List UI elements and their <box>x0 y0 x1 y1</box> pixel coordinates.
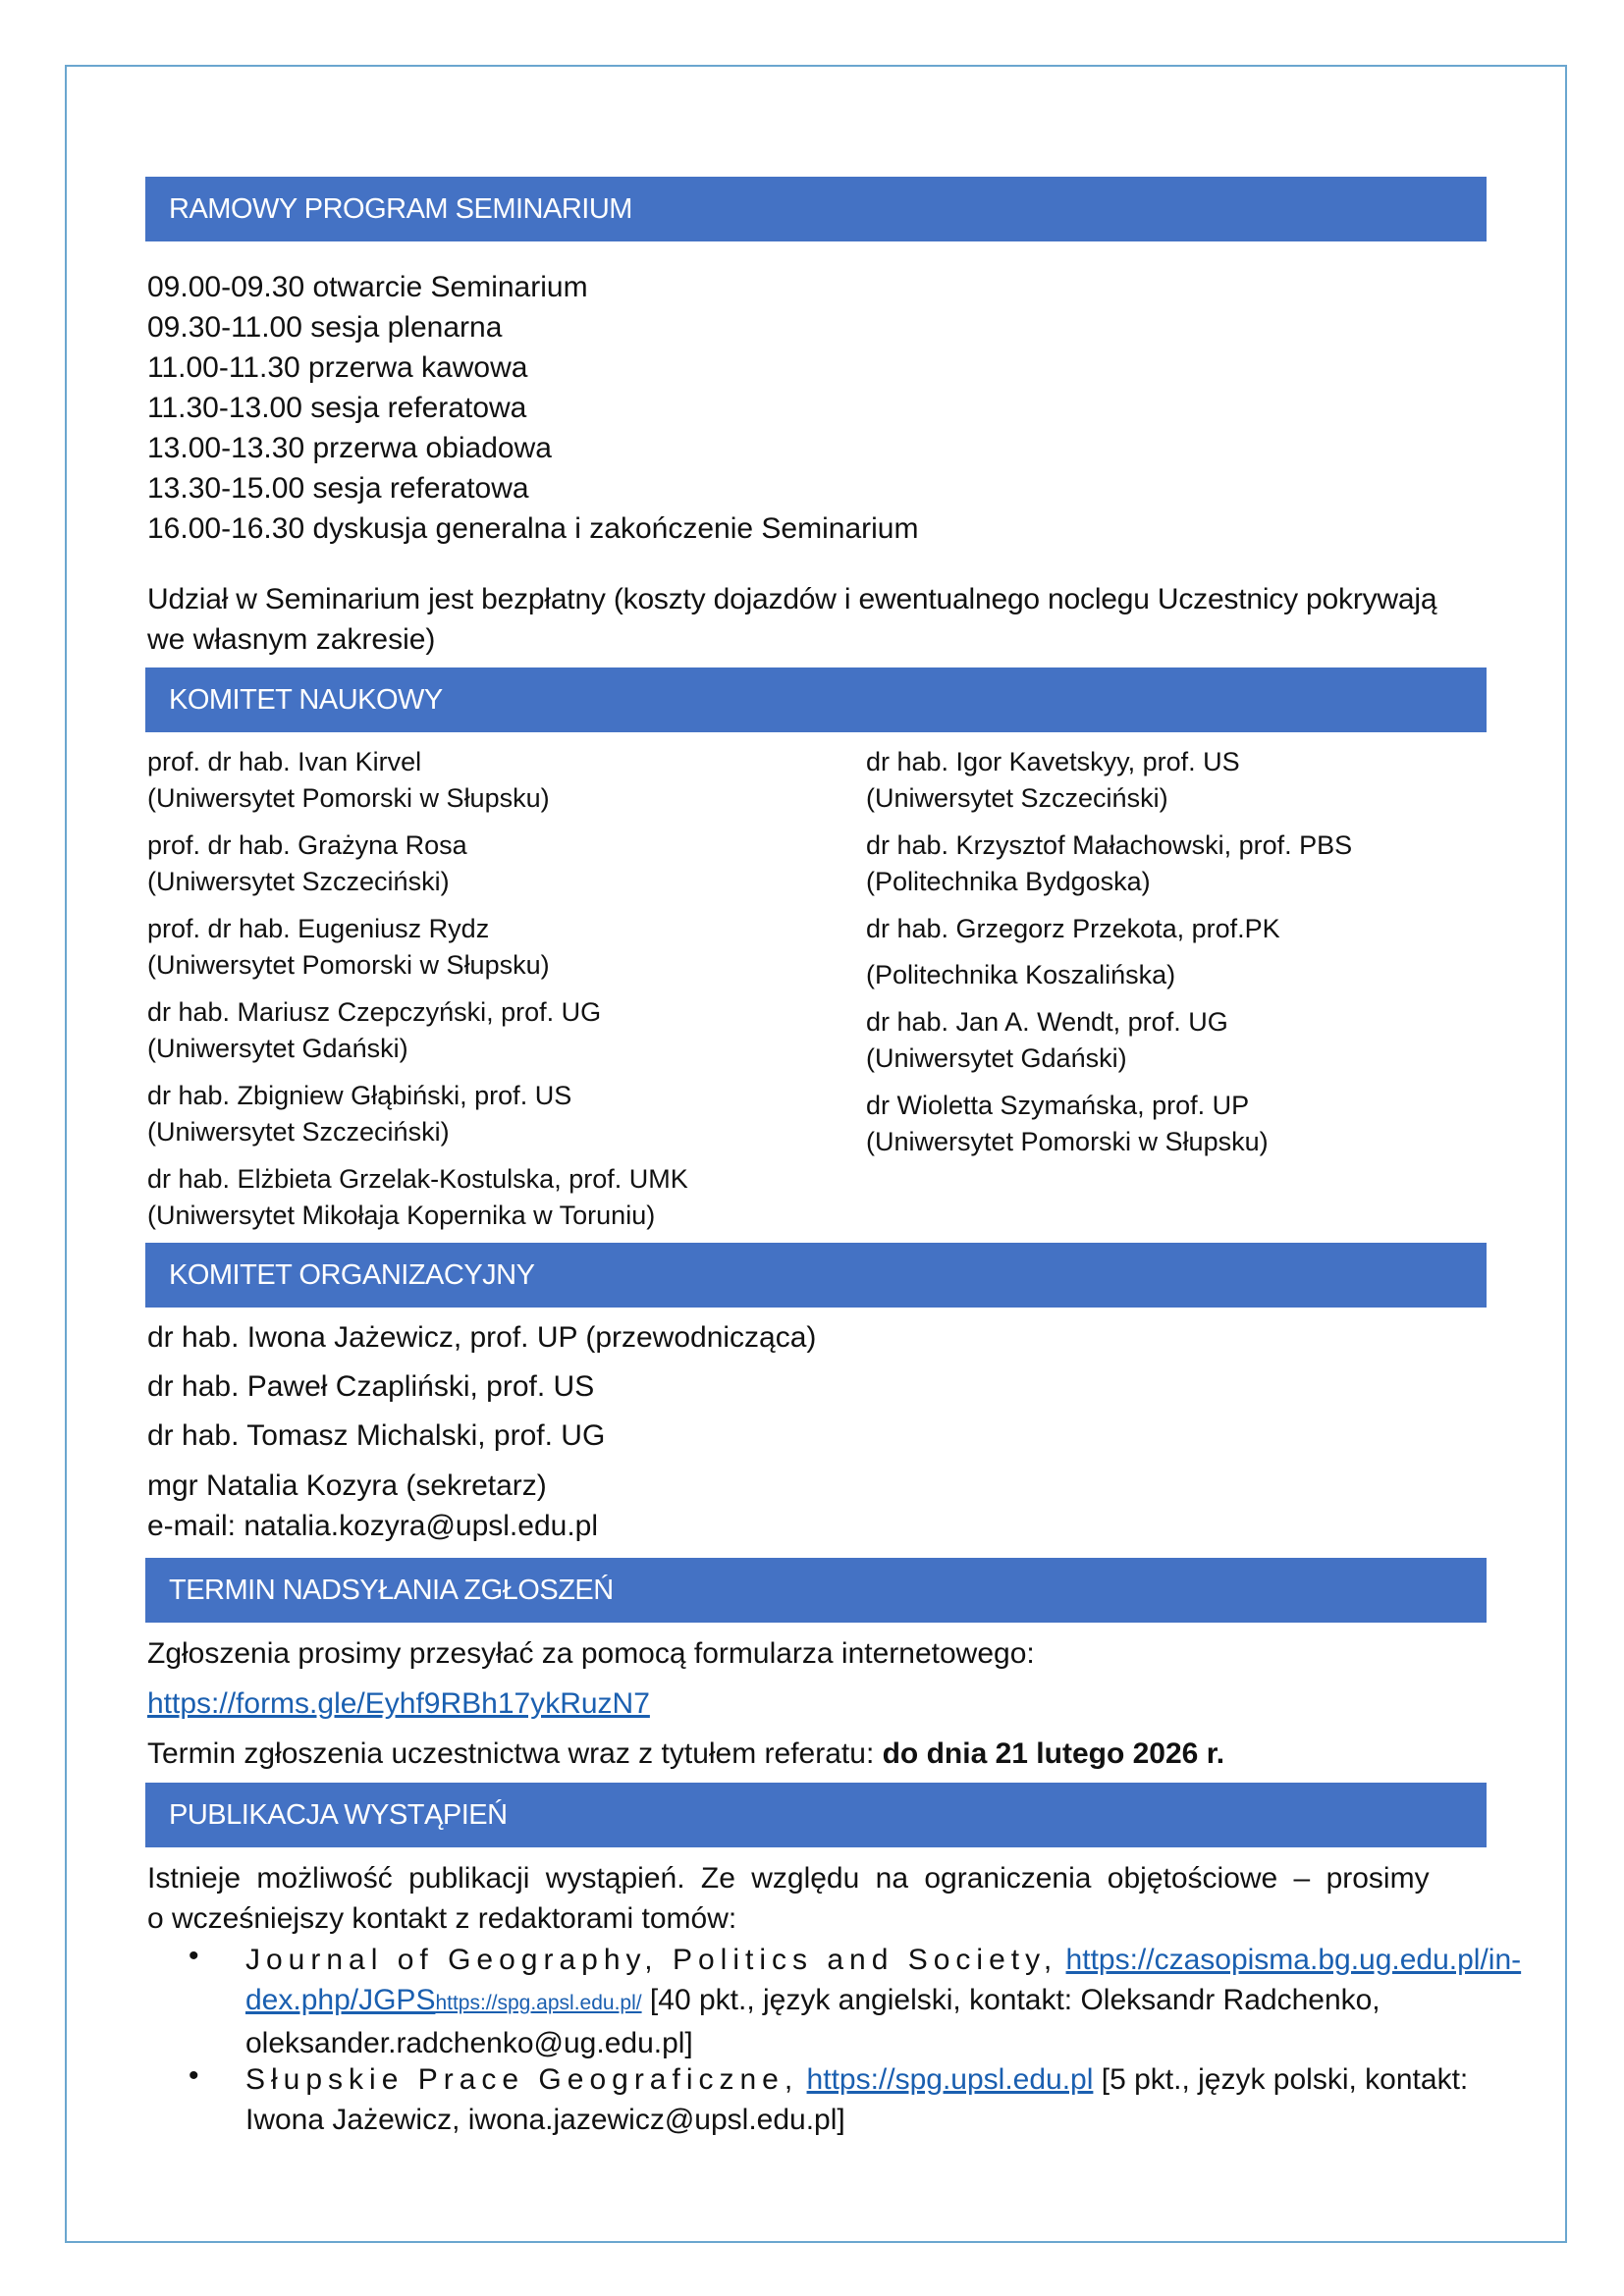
committee-member <box>147 994 601 1067</box>
organizer: dr hab. Tomasz Michalski, prof. UG <box>147 1419 606 1452</box>
scientific-committee-heading: KOMITET NAUKOWY <box>145 667 1487 732</box>
deadline-prefix: Termin zgłoszenia uczestnictwa wraz z tytułem referatu: <box>147 1737 883 1770</box>
member-name: dr hab. Elżbieta Grzelak-Kostulska, prof. UMK <box>147 1164 688 1194</box>
schedule-item: 09.30-11.00 sesja plenarna <box>147 311 503 344</box>
schedule-item: 11.00-11.30 przerwa kawowa <box>147 351 528 384</box>
deadline-heading: TERMIN NADSYŁANIA ZGŁOSZEŃ <box>145 1558 1487 1623</box>
program-heading: RAMOWY PROGRAM SEMINARIUM <box>145 177 1487 241</box>
journal-title: Journal of Geography, Politics and Society, <box>245 1944 1058 1976</box>
participation-note <box>147 579 1487 660</box>
journal-line <box>245 1940 1522 1980</box>
member-name: dr Wioletta Szymańska, prof. UP <box>866 1091 1250 1120</box>
member-affiliation: (Uniwersytet Gdański) <box>866 1043 1127 1073</box>
program-schedule <box>147 267 1487 549</box>
member-name: dr hab. Zbigniew Głąbiński, prof. US <box>147 1081 572 1110</box>
journal-contact: Iwona Jażewicz, iwona.jazewicz@upsl.edu.pl] <box>245 2104 845 2136</box>
organizer: dr hab. Paweł Czapliński, prof. US <box>147 1370 595 1403</box>
member-affiliation: (Uniwersytet Pomorski w Słupsku) <box>147 783 550 813</box>
journal-details: [5 pkt., język polski, kontakt: <box>1093 2063 1469 2096</box>
journal-item <box>245 2059 1487 2140</box>
schedule-item: 11.30-13.00 sesja referatowa <box>147 392 527 424</box>
committee-member <box>866 1004 1228 1077</box>
journal-line <box>245 2059 1487 2100</box>
journal-item <box>245 1940 1522 2063</box>
journal-contact: oleksander.radchenko@ug.edu.pl] <box>245 2027 693 2059</box>
schedule-item: 13.00-13.30 przerwa obiadowa <box>147 432 552 464</box>
member-affiliation: (Uniwersytet Pomorski w Słupsku) <box>866 1127 1269 1156</box>
deadline-date: do dnia 21 lutego 2026 r. <box>882 1737 1225 1770</box>
registration-form-link[interactable]: https://forms.gle/Eyhf9RBh17ykRuzN7 <box>147 1687 650 1720</box>
member-affiliation: (Politechnika Bydgoska) <box>866 867 1151 896</box>
committee-member <box>147 1161 688 1234</box>
member-affiliation: (Politechnika Koszalińska) <box>866 960 1176 989</box>
journal-line <box>245 1980 1487 2023</box>
deadline-text <box>147 1734 1224 1774</box>
schedule-item: 16.00-16.30 dyskusja generalna i zakończenie Seminarium <box>147 512 919 545</box>
member-affiliation: (Uniwersytet Szczeciński) <box>147 1117 450 1147</box>
journal-link[interactable]: https://czasopisma.bg.ug.edu.pl/in- <box>1065 1944 1522 1976</box>
schedule-item: 09.00-09.30 otwarcie Seminarium <box>147 271 588 303</box>
member-name: prof. dr hab. Grażyna Rosa <box>147 830 467 860</box>
committee-member <box>147 1078 571 1150</box>
member-affiliation: (Uniwersytet Szczeciński) <box>866 783 1168 813</box>
journal-link[interactable]: https://spg.upsl.edu.pl <box>806 2063 1094 2096</box>
committee-member <box>147 911 550 984</box>
organizing-committee-heading: KOMITET ORGANIZACYJNY <box>145 1243 1487 1308</box>
publication-heading: PUBLIKACJA WYSTĄPIEŃ <box>145 1783 1487 1847</box>
member-name: dr hab. Igor Kavetskyy, prof. US <box>866 747 1240 776</box>
member-name: dr hab. Jan A. Wendt, prof. UG <box>866 1007 1228 1037</box>
member-name: prof. dr hab. Ivan Kirvel <box>147 747 422 776</box>
publication-intro <box>147 1858 1487 1939</box>
committee-member <box>866 828 1352 900</box>
journal-details: [40 pkt., język angielski, kontakt: Oleksandr Radchenko, <box>641 1984 1380 2016</box>
member-affiliation: (Uniwersytet Pomorski w Słupsku) <box>147 950 550 980</box>
committee-member <box>866 911 1280 993</box>
member-name: dr hab. Mariusz Czepczyński, prof. UG <box>147 997 602 1027</box>
schedule-item: 13.30-15.00 sesja referatowa <box>147 472 529 505</box>
member-affiliation: (Uniwersytet Gdański) <box>147 1034 408 1063</box>
committee-member <box>866 744 1240 817</box>
committee-member <box>147 828 467 900</box>
note-line: Udział w Seminarium jest bezpłatny (koszty dojazdów i ewentualnego noclegu Uczestnicy pokrywają <box>147 583 1437 615</box>
bullet-icon: • <box>189 1940 199 1972</box>
journal-link[interactable]: dex.php/JGPS <box>245 1984 436 2016</box>
organizer-email: e-mail: natalia.kozyra@upsl.edu.pl <box>147 1510 599 1542</box>
committee-member <box>147 744 550 817</box>
member-name: dr hab. Grzegorz Przekota, prof.PK <box>866 914 1280 943</box>
journal-link-small[interactable]: https://spg.apsl.edu.pl/ <box>435 1992 642 2014</box>
publication-intro-line: Istnieje możliwość publikacji wystąpień. Ze względu na ograniczenia objętościowe – prosimy <box>147 1862 1430 1895</box>
member-name: dr hab. Krzysztof Małachowski, prof. PBS <box>866 830 1353 860</box>
deadline-intro: Zgłoszenia prosimy przesyłać za pomocą formularza internetowego: <box>147 1637 1035 1670</box>
member-affiliation: (Uniwersytet Mikołaja Kopernika w Toruniu) <box>147 1201 656 1230</box>
organizer: mgr Natalia Kozyra (sekretarz) <box>147 1469 547 1502</box>
journal-title: Słupskie Prace Geograficzne, <box>245 2063 799 2096</box>
committee-member <box>866 1088 1269 1160</box>
organizer: dr hab. Iwona Jażewicz, prof. UP (przewodnicząca) <box>147 1321 817 1354</box>
member-affiliation: (Uniwersytet Szczeciński) <box>147 867 450 896</box>
note-line: we własnym zakresie) <box>147 623 436 656</box>
publication-intro-line: o wcześniejszy kontakt z redaktorami tomów: <box>147 1902 737 1935</box>
member-name: prof. dr hab. Eugeniusz Rydz <box>147 914 490 943</box>
bullet-icon: • <box>189 2059 199 2092</box>
